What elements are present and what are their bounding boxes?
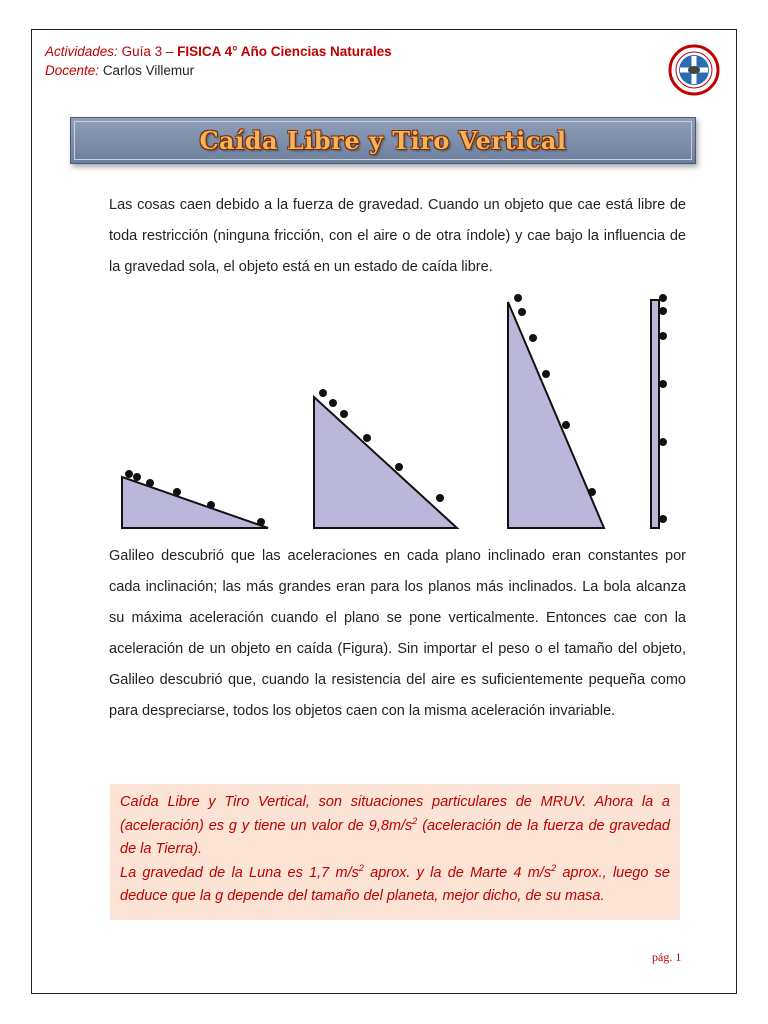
- plane-vertical: [651, 294, 667, 528]
- actividades-label: Actividades:: [45, 44, 118, 59]
- note-sup-3: 2: [551, 862, 557, 873]
- inclined-planes-figure: [110, 290, 680, 535]
- note-sup-2: 2: [358, 862, 364, 873]
- note-text-1a: Caída Libre y Tiro Vertical, son situaciones particulares de MRUV. Ahora la a (aceleración) es g y tiene un valor de 9,8m/s: [120, 794, 670, 834]
- paragraph-galileo: Galileo descubrió que las aceleraciones en cada plano inclinado eran constantes por cada inclinación; las más grandes eran para los planos más inclinados. La bola alcanza su máxima aceleración cuando el plano se pone verticalmente. Entonces cae con la aceleración de un objeto en caída (Figura). Sin importar el peso o el tamaño del objeto, Galileo descubrió que, cuando la resistencia del aire es suficientemente pequeña como para despreciarse, todos los objetos caen con la misma aceleración invariable.: [109, 548, 686, 719]
- note-text-1b: (aceleración de la fuerza de gravedad de la Tierra).: [120, 817, 670, 857]
- highlight-note: [110, 784, 680, 920]
- plane-1: [122, 470, 268, 528]
- actividades-guia: Guía 3 –: [121, 44, 174, 59]
- note-text-2c: aprox., luego se deduce que la g depende del tamaño del planeta, mejor dicho, de su masa.: [120, 864, 670, 904]
- note-sup-1: 2: [412, 815, 418, 826]
- page-number: pág. 1: [652, 950, 682, 964]
- header-line-actividades: [45, 42, 392, 61]
- document-header: [45, 42, 392, 80]
- note-line-1: [120, 791, 670, 862]
- actividades-materia: FISICA 4° Año Ciencias Naturales: [177, 44, 392, 59]
- docente-name: Carlos Villemur: [102, 63, 195, 78]
- docente-label: Docente:: [45, 63, 100, 78]
- note-text-2a: La gravedad de la Luna es 1,7 m/s: [120, 864, 359, 881]
- school-crest-icon: [668, 44, 720, 96]
- header-line-docente: [45, 61, 392, 80]
- page-title: Caída Libre y Tiro Vertical: [199, 126, 567, 155]
- plane-2: [314, 389, 457, 528]
- title-banner: [70, 117, 696, 164]
- plane-3: [508, 294, 604, 528]
- note-text-2b: aprox. y la de Marte 4 m/s: [363, 864, 552, 881]
- paragraph-intro: Las cosas caen debido a la fuerza de gravedad. Cuando un objeto que cae está libre de toda restricción (ninguna fricción, con el aire o de otra índole) y cae bajo la influencia de la gravedad sola, el objeto está en un estado de caída libre.: [109, 197, 686, 275]
- note-line-2: [120, 862, 670, 909]
